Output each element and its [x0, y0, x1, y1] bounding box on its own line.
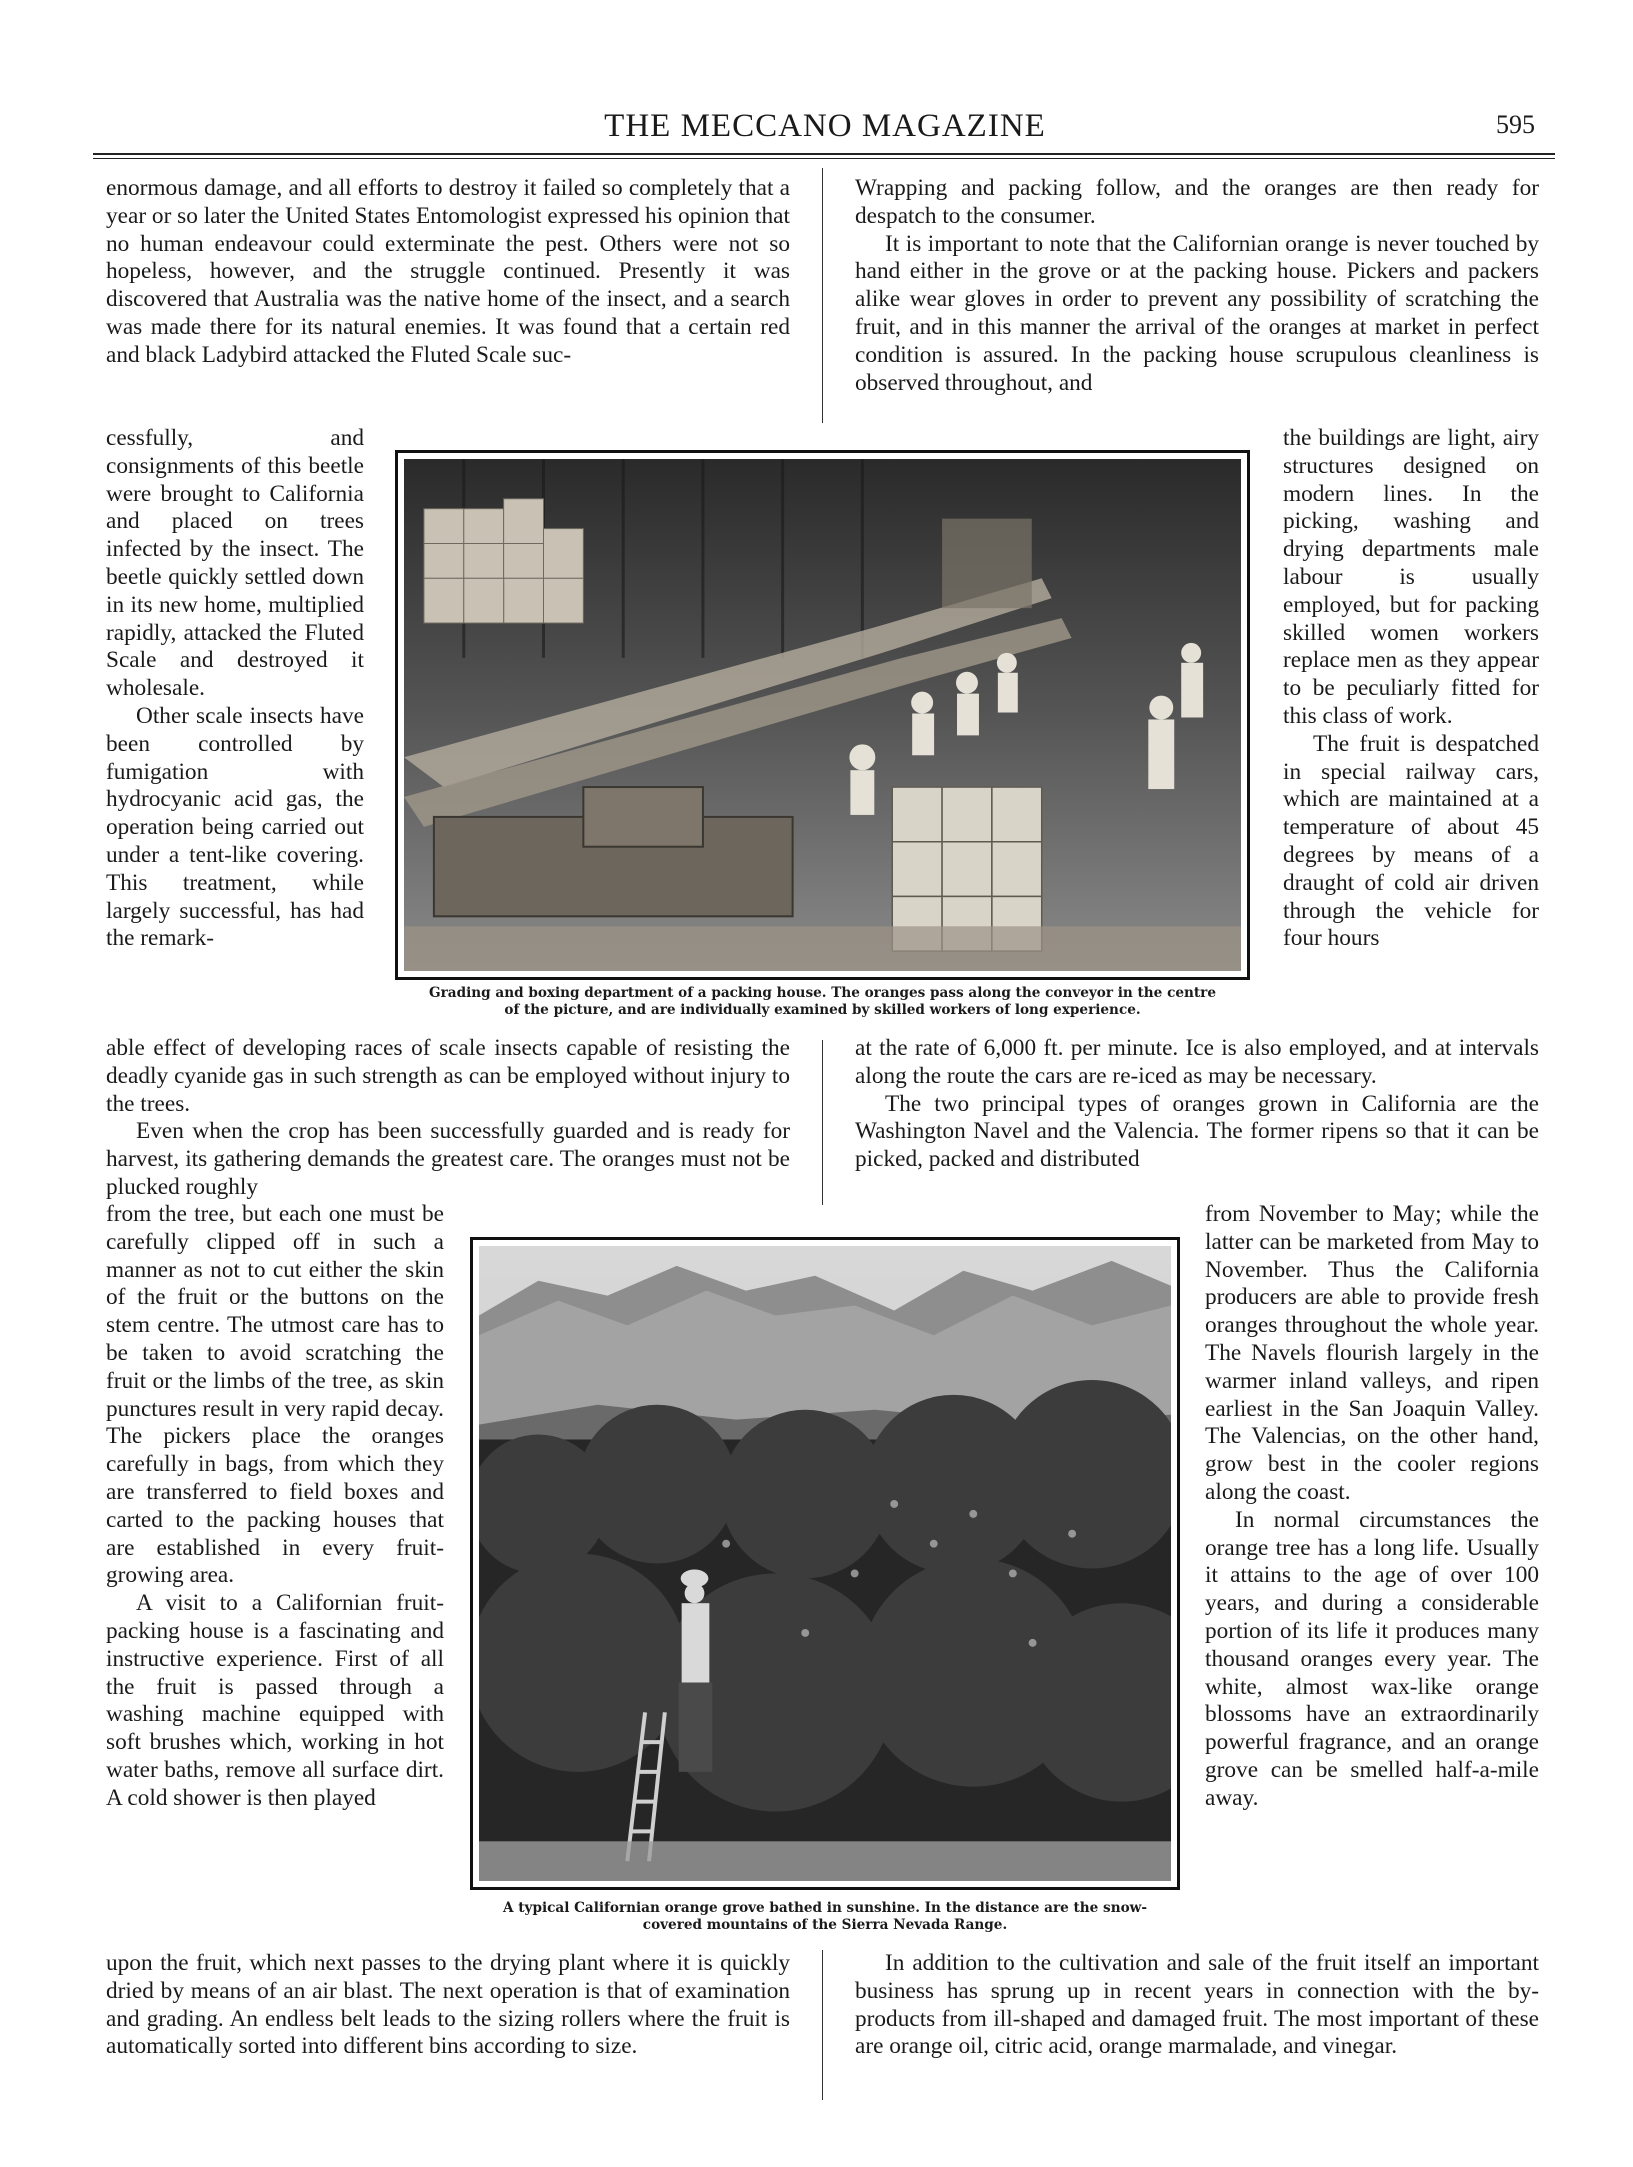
page-header	[90, 100, 1560, 152]
paragraph: It is important to note that the Californian orange is never touched by hand either in the grove or at the packing house. Pickers and packers alike wear gloves in order to prevent any possibility of scratching the fruit, and in this manner the arrival of the oranges at market in perfect condition is assured. In the packing house scrupulous cleanliness is observed throughout, and	[855, 230, 1539, 396]
figure-caption	[455, 1900, 1195, 1934]
column-divider	[822, 168, 823, 423]
packing-house-photo	[395, 450, 1250, 980]
caption-line: Grading and boxing department of a packing house. The oranges pass along the conveyor in the centre	[429, 985, 1216, 1001]
left-text-block	[106, 1950, 790, 2061]
column-divider	[822, 1950, 823, 2100]
paragraph: from November to May; while the latter can be marketed from May to November. Thus the California producers are able to provide fresh oranges throughout the whole year. The Navels flourish largely in the warmer inland valleys, and ripen earliest in the San Joaquin Valley. The Valencias, on the other hand, grow best in the cooler regions along the coast.	[1205, 1201, 1539, 1505]
packing-house-image	[404, 459, 1241, 971]
paragraph: In normal circumstances the orange tree has a long life. Usually it attains to the age of over 100 years, and during a considerable portion of its life it produces many thousand oranges every year. The white, almost wax-like orange blossoms have an extraordinarily powerful fragrance, and an orange grove can be smelled half-a-mile away.	[1205, 1506, 1539, 1811]
paragraph: the buildings are light, airy structures designed on modern lines. In the picking, washing and drying departments male labour is usually employed, but for packing skilled women workers replace men as they appear to be peculiarly fitted for this class of work.	[1283, 425, 1539, 729]
paragraph: upon the fruit, which next passes to the drying plant where it is quickly dried by means of an air blast. The next operation is that of examination and grading. An endless belt leads to the sizing rollers where the fruit is automatically sorted into different bins according to size.	[106, 1950, 790, 2060]
paragraph: from the tree, but each one must be carefully clipped off in such a manner as not to cut either the skin of the fruit or the buttons on the stem centre. The utmost care has to be taken to avoid scratching the fruit or the limbs of the tree, as skin punctures result in very rapid decay. The pickers place the oranges carefully in bags, from which they are transferred to field boxes and carted to the packing houses that are established in every fruit-growing area.	[106, 1201, 444, 1589]
caption-line: A typical Californian orange grove bathed in sunshine. In the distance are the snow-	[502, 1900, 1147, 1916]
paragraph: cessfully, and consignments of this beetle were brought to California and placed on trees infected by the insect. The beetle quickly settled down in its new home, multiplied rapidly, attacked the Fluted Scale and destroyed it wholesale.	[106, 425, 364, 702]
paragraph: The two principal types of oranges grown in California are the Washington Navel and the Valencia. The former ripens so that it can be picked, packed and distributed	[855, 1090, 1539, 1173]
column-divider	[822, 1040, 823, 1205]
orange-grove-photo	[470, 1237, 1180, 1890]
right-text-block-narrow	[1205, 1201, 1539, 1813]
right-text-block-narrow	[1283, 425, 1539, 953]
right-text-block	[855, 1950, 1539, 2061]
paragraph: In addition to the cultivation and sale of the fruit itself an important business has sprung up in recent years in connection with the by-products from ill-shaped and damaged fruit. The most important of these are orange oil, citric acid, orange marmalade, and vinegar.	[855, 1950, 1539, 2060]
header-rule-thin	[93, 158, 1555, 159]
paragraph: The fruit is despatched in special railway cars, which are maintained at a temperature of about 45 degrees by means of a draught of cold air driven through the vehicle for four hours	[1283, 730, 1539, 952]
paragraph: Other scale insects have been controlled by fumigation with hydrocyanic acid gas, the operation being carried out under a tent-like covering. This treatment, while largely successful, has had the remark-	[106, 702, 364, 952]
caption-line: of the picture, and are individually examined by skilled workers of long experience.	[504, 1002, 1141, 1018]
left-text-block	[106, 175, 790, 370]
right-text-block	[855, 1035, 1539, 1174]
paragraph: enormous damage, and all efforts to destroy it failed so completely that a year or so later the United States Entomologist expressed his opinion that no human endeavour could exterminate the pest. Others were not so hopeless, however, and the struggle continued. Presently it was discovered that Australia was the native home of the insect, and a search was made there for its natural enemies. It was found that a certain red and black Ladybird attacked the Fluted Scale suc-	[106, 175, 790, 368]
paragraph: A visit to a Californian fruit-packing house is a fascinating and instructive experience. First of all the fruit is passed through a washing machine equipped with soft brushes which, working in hot water baths, remove all surface dirt. A cold shower is then played	[106, 1590, 444, 1811]
page-number: 595	[1496, 110, 1535, 139]
caption-line: covered mountains of the Sierra Nevada Range.	[642, 1917, 1008, 1933]
paragraph: able effect of developing races of scale insects capable of resisting the deadly cyanide gas in such strength as can be employed without injury to the trees.	[106, 1035, 790, 1117]
paragraph: Wrapping and packing follow, and the oranges are then ready for despatch to the consumer.	[855, 175, 1539, 229]
left-text-block	[106, 1035, 790, 1202]
right-text-block	[855, 175, 1539, 397]
left-text-block-narrow	[106, 1201, 444, 1813]
paragraph: Even when the crop has been successfully guarded and is ready for harvest, its gathering demands the greatest care. The oranges must not be plucked roughly	[106, 1118, 790, 1200]
paragraph: at the rate of 6,000 ft. per minute. Ice is also employed, and at intervals along the route the cars are re-iced as may be necessary.	[855, 1035, 1539, 1089]
magazine-title: THE MECCANO MAGAZINE	[604, 108, 1046, 144]
left-text-block-narrow	[106, 425, 364, 953]
figure-caption	[395, 985, 1250, 1019]
header-rule	[93, 153, 1555, 155]
orange-grove-image	[479, 1246, 1171, 1881]
